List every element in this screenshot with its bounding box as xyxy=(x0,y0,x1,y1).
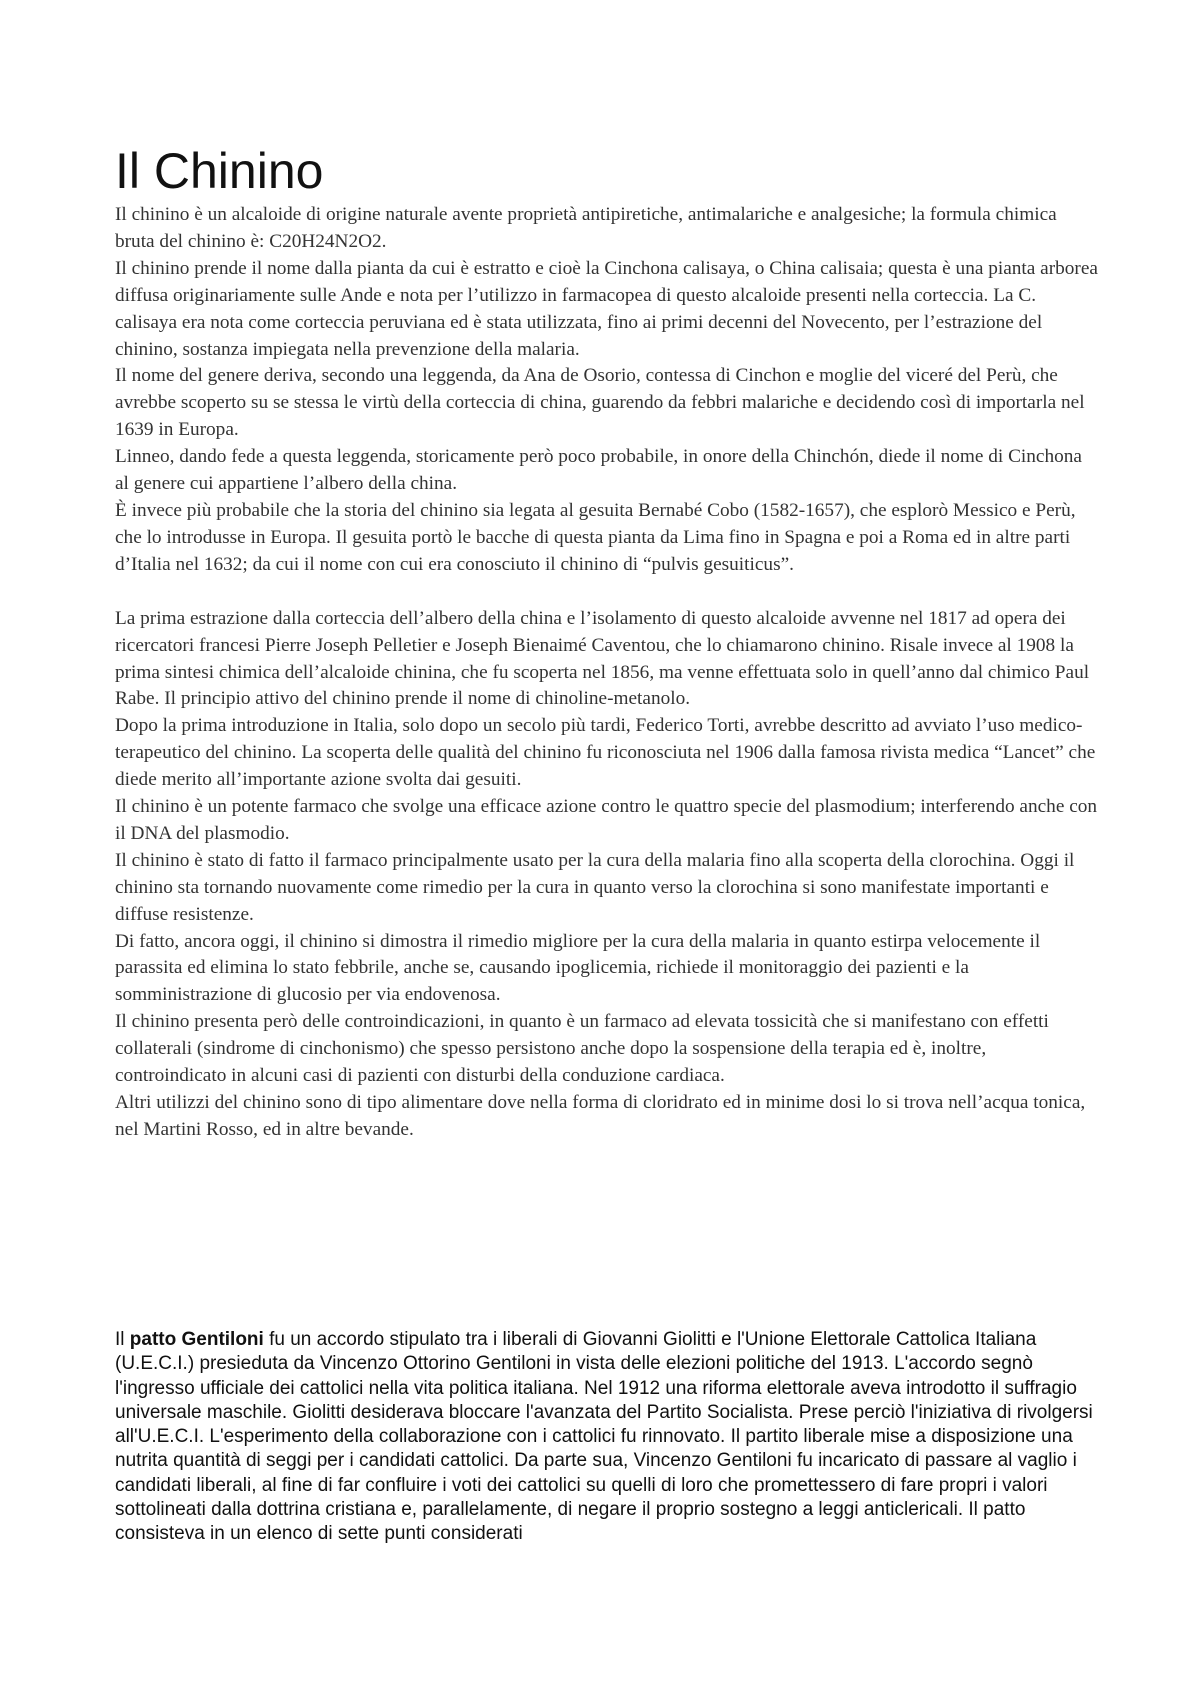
gentiloni-section xyxy=(115,1328,1100,1547)
paragraph: Di fatto, ancora oggi, il chinino si dimostra il rimedio migliore per la cura della malaria in quanto estirpa velocemente il parassita ed elimina lo stato febbrile, anche se, causando ipoglicemia, richiede il monitoraggio dei pazienti e la somministrazione di glucosio per via endovenosa. xyxy=(115,930,1041,1006)
paragraph: Il chinino è stato di fatto il farmaco principalmente usato per la cura della malaria fino alla scoperta della clorochina. Oggi il chinino sta tornando nuovamente come rimedio per la cura in quanto verso la clorochina si sono manifestate importanti e diffuse resistenze. xyxy=(115,849,1075,925)
paragraph-prefix: Il xyxy=(115,1329,130,1350)
document-page xyxy=(115,140,1100,1545)
paragraph: Il chinino presenta però delle controindicazioni, in quanto è un farmaco ad elevata tossicità che si manifestano con effetti collaterali (sindrome di cinchonismo) che spesso persistono anche dopo la sospensione della terapia ed è, inoltre, controindicato in alcuni casi di pazienti con disturbi della conduzione cardiaca. xyxy=(115,1011,1049,1087)
paragraph: Il chinino è un potente farmaco che svolge una efficace azione contro le quattro specie del plasmodium; interferendo anche con il DNA del plasmodio. xyxy=(115,796,1098,844)
paragraph: Il nome del genere deriva, secondo una leggenda, da Ana de Osorio, contessa di Cinchon e moglie del viceré del Perù, che avrebbe scoperto su se stessa le virtù della corteccia di china, guarendo da febbri malariche e decidendo così di importarla nel 1639 in Europa. xyxy=(115,365,1085,441)
paragraph: È invece più probabile che la storia del chinino sia legata al gesuita Bernabé Cobo (1582-1657), che esplorò Messico e Perù, che lo introdusse in Europa. Il gesuita portò le bacche di questa pianta da Lima fino in Spagna e poi a Roma ed in altre parti d’Italia nel 1632; da cui il nome con cui era conosciuto il chinino di “pulvis gesuiticus”. xyxy=(115,499,1076,575)
paragraph xyxy=(115,1328,1100,1547)
paragraph-text: fu un accordo stipulato tra i liberali di Giovanni Giolitti e l'Unione Elettorale Cattolica Italiana (U.E.C.I.) presieduta da Vincenzo Ottorino Gentiloni in vista delle elezioni politiche del 1913. L'accordo segnò l'ingresso ufficiale dei cattolici nella vita politica italiana. Nel 1912 una riforma elettorale aveva introdotto il suffragio universale maschile. Giolitti desiderava bloccare l'avanzata del Partito Socialista. Prese perciò l'iniziativa di rivolgersi all'U.E.C.I. L'esperimento della collaborazione con i cattolici fu rinnovato. Il partito liberale mise a disposizione una nutrita quantità di seggi per i candidati cattolici. Da parte sua, Vincenzo Gentiloni fu incaricato di passare al vaglio i candidati liberali, al fine di far confluire i voti dei cattolici su quelli di loro che promettessero di fare propri i valori sottolineati dalla dottrina cristiana e, parallelamente, di negare il proprio sostegno a leggi anticlericali. Il patto consisteva in un elenco di sette punti considerati xyxy=(115,1329,1093,1545)
paragraph: Dopo la prima introduzione in Italia, solo dopo un secolo più tardi, Federico Torti, avrebbe descritto ad avviato l’uso medico-terapeutico del chinino. La scoperta delle qualità del chinino fu riconosciuta nel 1906 dalla famosa rivista medica “Lancet” che diede merito all’importante azione svolta dai gesuiti. xyxy=(115,715,1096,791)
paragraph: Il chinino prende il nome dalla pianta da cui è estratto e cioè la Cinchona calisaya, o China calisaia; questa è una pianta arborea diffusa originariamente sulle Ande e nota per l’utilizzo in farmacopea di questo alcaloide presenti nella corteccia. La C. calisaya era nota come corteccia peruviana ed è stata utilizzata, fino ai primi decenni del Novecento, per l’estrazione del chinino, sostanza impiegata nella prevenzione della malaria. xyxy=(115,257,1098,360)
paragraph: Linneo, dando fede a questa leggenda, storicamente però poco probabile, in onore della Chinchón, diede il nome di Cinchona al genere cui appartiene l’albero della china. xyxy=(115,446,1082,495)
paragraph-spacer xyxy=(115,579,1100,606)
paragraph: Il chinino è un alcaloide di origine naturale avente proprietà antipiretiche, antimalariche e analgesiche; la formula chimica bruta del chinino è: C20H24N2O2. xyxy=(115,204,1057,252)
bold-term: patto Gentiloni xyxy=(129,1329,264,1350)
page-title: Il Chinino xyxy=(115,143,324,199)
chinino-section xyxy=(115,202,1100,1144)
paragraph: Altri utilizzi del chinino sono di tipo alimentare dove nella forma di cloridrato ed in minime dosi lo si trova nell’acqua tonica, nel Martini Rosso, ed in altre bevande. xyxy=(115,1092,1086,1140)
paragraph: La prima estrazione dalla corteccia dell’albero della china e l’isolamento di questo alcaloide avvenne nel 1817 ad opera dei ricercatori francesi Pierre Joseph Pelletier e Joseph Bienaimé Caventou, che lo chiamarono chinino. Risale invece al 1908 la prima sintesi chimica dell’alcaloide chinina, che fu scoperta nel 1856, ma venne effettuata solo in quell’anno dal chimico Paul Rabe. Il principio attivo del chinino prende il nome di chinoline-metanolo. xyxy=(115,607,1090,710)
